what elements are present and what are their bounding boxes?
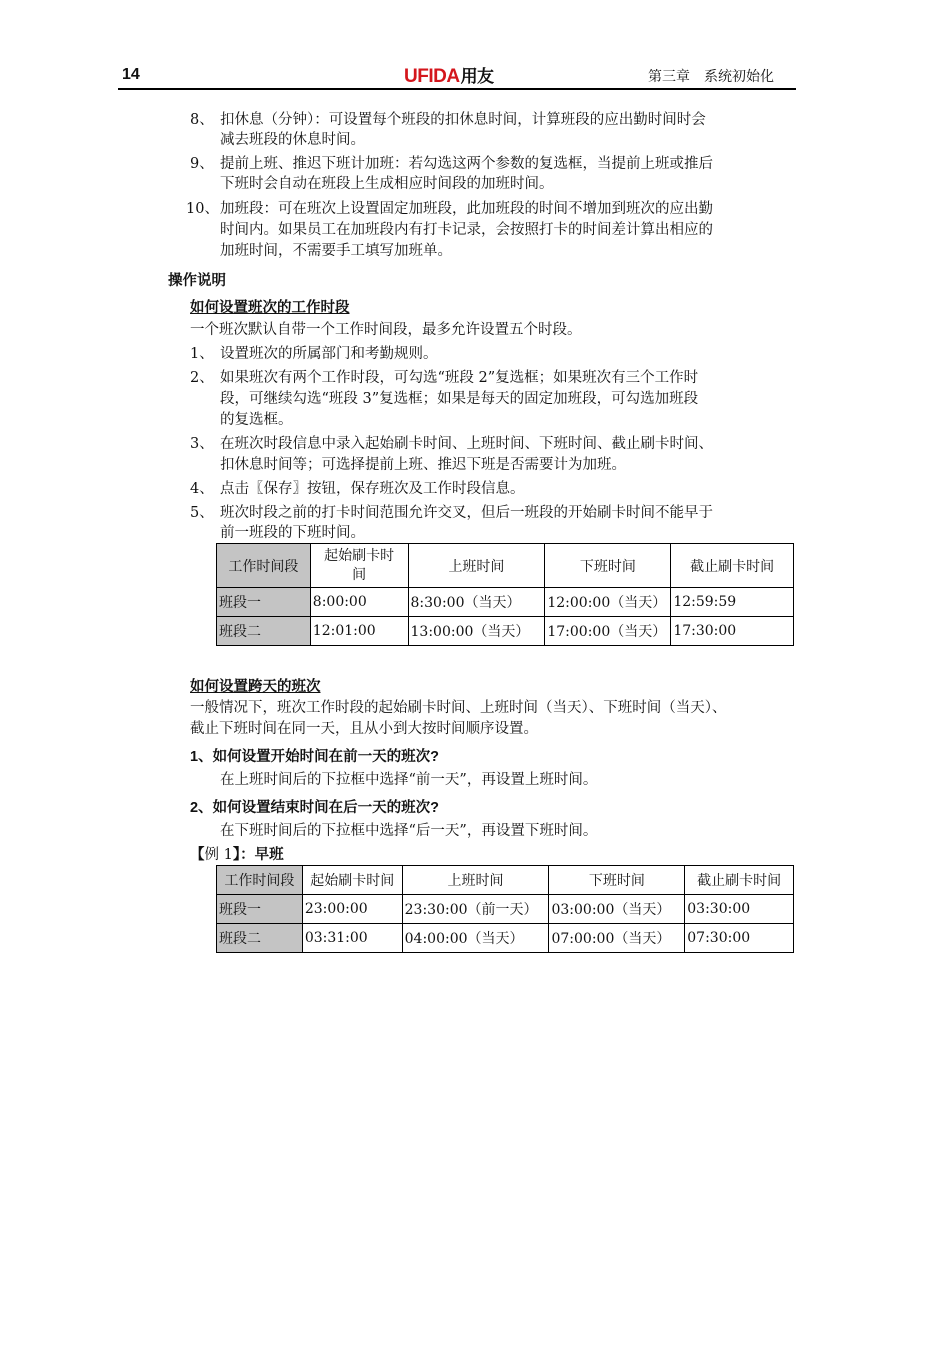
table-header-row bbox=[217, 544, 794, 588]
sub2-title: 如何设置跨天的班次 bbox=[190, 679, 321, 695]
table-header-cell bbox=[310, 544, 408, 588]
table-header-cell: 工作时间段 bbox=[217, 544, 311, 588]
table-header-cell: 下班时间 bbox=[549, 866, 685, 895]
item-9-line-1: 提前上班、推迟下班计加班：若勾选这两个参数的复选框，当提前上班或推后 bbox=[220, 156, 713, 172]
chapter-title: 第三章 系统初始化 bbox=[648, 69, 774, 85]
table-header-cell: 工作时间段 bbox=[217, 866, 303, 895]
example-bracket-close: 】： bbox=[232, 846, 255, 863]
step-5-number: 5、 bbox=[190, 505, 214, 521]
table-cell: 04:00:00（当天） bbox=[402, 924, 549, 953]
sub2-intro-line-2: 截止下班时间在同一天，且从小到大按时间顺序设置。 bbox=[190, 721, 538, 737]
table-cell: 17:30:00 bbox=[671, 617, 794, 646]
table-cell: 班段一 bbox=[217, 588, 311, 617]
table-cell: 8:00:00 bbox=[310, 588, 408, 617]
table-row bbox=[217, 588, 794, 617]
step-3-line-1: 在班次时段信息中录入起始刷卡时间、上班时间、下班时间、截止刷卡时间、 bbox=[220, 436, 713, 452]
q1-title: 1、如何设置开始时间在前一天的班次? bbox=[190, 749, 439, 765]
item-10-number: 10、 bbox=[186, 201, 219, 217]
table-header-cell: 上班时间 bbox=[408, 544, 545, 588]
item-10-line-3: 加班时间，不需要手工填写加班单。 bbox=[220, 243, 452, 259]
q2-answer: 在下班时间后的下拉框中选择“后一天”，再设置下班时间。 bbox=[220, 823, 598, 839]
table-cell: 07:30:00 bbox=[685, 924, 794, 953]
step-2-line-3: 的复选框。 bbox=[220, 412, 293, 428]
step-3-line-2: 扣休息时间等；可选择提前上班、推迟下班是否需要计为加班。 bbox=[220, 457, 626, 473]
table-cell: 17:00:00（当天） bbox=[545, 617, 671, 646]
cross-day-shift-table bbox=[216, 865, 794, 953]
table-header-cell: 起始刷卡时间 bbox=[302, 866, 402, 895]
sub1-intro: 一个班次默认自带一个工作时间段，最多允许设置五个时段。 bbox=[190, 322, 582, 338]
step-2-number: 2、 bbox=[190, 370, 214, 386]
sub1-title: 如何设置班次的工作时段 bbox=[190, 300, 350, 316]
table-cell: 班段二 bbox=[217, 924, 303, 953]
step-5-line-1: 班次时段之前的打卡时间范围允许交叉，但后一班段的开始刷卡时间不能早于 bbox=[220, 505, 713, 521]
example-name: 早班 bbox=[254, 847, 284, 863]
table-header-cell: 下班时间 bbox=[545, 544, 671, 588]
table-cell: 07:00:00（当天） bbox=[549, 924, 685, 953]
header-rule bbox=[118, 88, 796, 90]
table-cell: 23:30:00（前一天） bbox=[402, 895, 549, 924]
q1-answer: 在上班时间后的下拉框中选择“前一天”，再设置上班时间。 bbox=[220, 772, 598, 788]
step-1-line-1: 设置班次的所属部门和考勤规则。 bbox=[220, 346, 438, 362]
item-9-number: 9、 bbox=[190, 156, 214, 172]
logo-cn: 用友 bbox=[460, 67, 494, 86]
table-cell: 23:00:00 bbox=[302, 895, 402, 924]
example-bracket-open: 【 bbox=[190, 846, 205, 863]
example-number: 例 1 bbox=[204, 847, 233, 863]
table-row bbox=[217, 924, 794, 953]
step-3-number: 3、 bbox=[190, 436, 214, 452]
item-10-line-1: 加班段：可在班次上设置固定加班段，此加班段的时间不增加到班次的应出勤 bbox=[220, 201, 713, 217]
table-cell: 8:30:00（当天） bbox=[408, 588, 545, 617]
table-row bbox=[217, 617, 794, 646]
table-cell: 13:00:00（当天） bbox=[408, 617, 545, 646]
table-cell: 12:00:00（当天） bbox=[545, 588, 671, 617]
item-8-line-2: 减去班段的休息时间。 bbox=[220, 132, 365, 148]
example-label bbox=[190, 845, 284, 865]
table-header-cell: 上班时间 bbox=[402, 866, 549, 895]
table-cell: 12:59:59 bbox=[671, 588, 794, 617]
table-row bbox=[217, 895, 794, 924]
table-cell: 班段二 bbox=[217, 617, 311, 646]
item-8-number: 8、 bbox=[190, 112, 214, 128]
step-2-line-1: 如果班次有两个工作时段，可勾选“班段 2”复选框；如果班次有三个工作时 bbox=[220, 370, 699, 386]
step-2-line-2: 段，可继续勾选“班段 3”复选框；如果是每天的固定加班段，可勾选加班段 bbox=[220, 391, 699, 407]
step-4-number: 4、 bbox=[190, 481, 214, 497]
step-4-line-1: 点击〖保存〗按钮，保存班次及工作时段信息。 bbox=[220, 481, 525, 497]
sub2-intro-line-1: 一般情况下，班次工作时段的起始刷卡时间、上班时间（当天）、下班时间（当天）、 bbox=[190, 700, 727, 716]
step-5-line-2: 前一班段的下班时间。 bbox=[220, 525, 365, 541]
table-cell: 12:01:00 bbox=[310, 617, 408, 646]
ufida-logo bbox=[404, 62, 494, 88]
item-9-line-2: 下班时会自动在班段上生成相应时间段的加班时间。 bbox=[220, 176, 554, 192]
shift-time-table bbox=[216, 543, 794, 646]
item-10-line-2: 时间内。如果员工在加班段内有打卡记录，会按照打卡的时间差计算出相应的 bbox=[220, 222, 713, 238]
table-cell: 03:30:00 bbox=[685, 895, 794, 924]
section-title: 操作说明 bbox=[168, 273, 226, 289]
table-header-cell: 截止刷卡时间 bbox=[671, 544, 794, 588]
table-cell: 班段一 bbox=[217, 895, 303, 924]
q2-title: 2、如何设置结束时间在后一天的班次? bbox=[190, 800, 439, 816]
table-cell: 03:31:00 bbox=[302, 924, 402, 953]
table-header-row bbox=[217, 866, 794, 895]
item-8-line-1: 扣休息（分钟）：可设置每个班段的扣休息时间，计算班段的应出勤时间时会 bbox=[220, 112, 706, 128]
header-part: 间 bbox=[352, 566, 367, 583]
table-cell: 03:00:00（当天） bbox=[549, 895, 685, 924]
table-header-cell: 截止刷卡时间 bbox=[685, 866, 794, 895]
page-number: 14 bbox=[122, 66, 140, 83]
step-1-number: 1、 bbox=[190, 346, 214, 362]
logo-text: UFIDA bbox=[404, 66, 460, 87]
header-part: 起始刷卡时 bbox=[324, 547, 395, 564]
